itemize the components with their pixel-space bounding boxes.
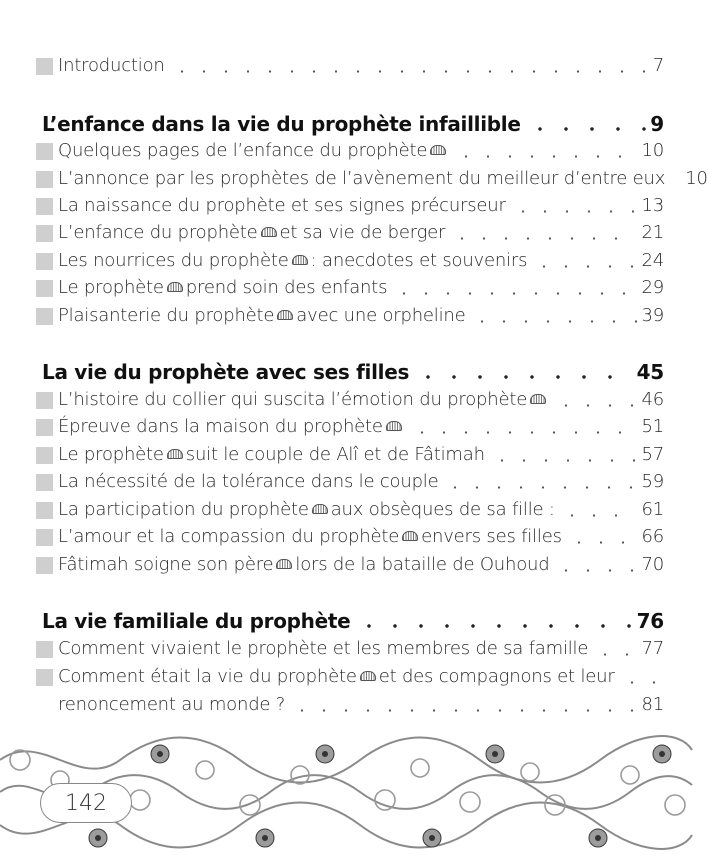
toc-title <box>58 221 445 245</box>
dot-leader <box>671 183 681 186</box>
toc-title-text: La vie familiale du prophète <box>42 609 351 633</box>
toc-title <box>58 139 449 163</box>
toc-page-number: 76 <box>636 609 664 633</box>
toc-entry <box>36 661 664 689</box>
bullet-square-icon <box>36 669 53 686</box>
toc-title-text: Le prophète <box>58 444 164 465</box>
bullet-square-icon <box>36 641 53 658</box>
dot-leader <box>621 681 660 684</box>
toc-section-heading <box>36 605 664 633</box>
toc-entry <box>36 494 664 522</box>
dot-leader <box>594 653 637 656</box>
toc-title-text: L’annonce par les prophètes de l’avènement du meilleur d’entre eux <box>58 168 666 189</box>
dot-leader <box>512 210 638 213</box>
bullet-square-icon <box>36 198 53 215</box>
toc-entry <box>36 633 664 661</box>
toc-title <box>58 388 549 412</box>
dot-leader <box>533 265 637 268</box>
bullet-square-icon <box>36 529 53 546</box>
toc-title-text: Plaisanterie du prophète <box>58 305 275 326</box>
salutation-seal-icon <box>312 504 328 514</box>
toc-title <box>58 665 615 689</box>
toc-page-number: 13 <box>641 195 664 216</box>
toc-title <box>58 194 506 218</box>
toc-title-text-after: prend soin des enfants <box>185 277 388 298</box>
toc-title <box>58 498 555 522</box>
toc-page-number: 51 <box>641 416 664 437</box>
toc-title-text: Quelques pages de l’enfance du prophète <box>58 140 428 161</box>
toc-entry <box>36 272 664 300</box>
dot-leader <box>555 569 637 572</box>
toc-title <box>58 304 465 328</box>
toc-title <box>58 470 438 494</box>
bullet-square-icon <box>36 419 53 436</box>
toc-title-text-after: et des compagnons et leur <box>378 666 615 687</box>
salutation-seal-icon <box>530 394 546 404</box>
toc-page-number: 21 <box>641 222 664 243</box>
toc-title <box>58 553 549 577</box>
toc-title <box>58 637 588 661</box>
salutation-seal-icon <box>360 671 376 681</box>
bullet-square-icon <box>36 447 53 464</box>
toc-entry <box>36 439 664 467</box>
toc-entry <box>36 190 664 218</box>
toc-title-text: La naissance du prophète et ses signes précurseur <box>58 195 506 216</box>
toc-entry <box>36 50 664 78</box>
toc-page-number: 9 <box>650 112 664 136</box>
salutation-seal-icon <box>277 310 293 320</box>
bullet-square-icon <box>36 474 53 491</box>
toc-entry <box>36 689 664 717</box>
dot-leader <box>451 237 637 240</box>
toc-page-number: 10 <box>641 140 664 161</box>
toc-page-number: 57 <box>641 444 664 465</box>
bullet-square-icon <box>36 392 53 409</box>
toc-title-text-after: aux obsèques de sa fille : <box>330 499 555 520</box>
bullet-square-icon <box>36 308 53 325</box>
toc-page-number: 61 <box>641 499 664 520</box>
toc-title <box>58 693 285 717</box>
bullet-square-icon <box>36 225 53 242</box>
dot-leader <box>491 459 638 462</box>
toc-page-number: 39 <box>641 305 664 326</box>
toc-entry <box>36 163 708 191</box>
toc-page-number: 81 <box>641 694 664 715</box>
page-number: 142 <box>40 783 132 823</box>
toc-entry <box>36 549 664 577</box>
toc-title-text-after: envers ses filles <box>421 526 562 547</box>
toc-entry <box>36 384 664 412</box>
dot-leader <box>393 292 637 295</box>
bullet-square-icon <box>36 697 53 714</box>
dot-leader <box>455 155 637 158</box>
salutation-seal-icon <box>276 559 292 569</box>
toc-entry <box>36 300 664 328</box>
toc-page-number: 7 <box>652 55 664 76</box>
dot-leader <box>411 431 638 434</box>
toc-entry <box>36 466 664 494</box>
toc-title <box>42 112 521 136</box>
toc-entry <box>36 411 664 439</box>
toc-title <box>58 525 562 549</box>
toc-title-text: L’histoire du collier qui suscita l’émotion du prophète <box>58 389 528 410</box>
salutation-seal-icon <box>386 421 402 431</box>
dot-leader <box>356 624 632 628</box>
toc-title <box>58 167 665 191</box>
toc-entry <box>36 521 664 549</box>
bullet-square-icon <box>36 502 53 519</box>
toc-page-number: 10 <box>685 168 708 189</box>
toc-title-text: Les nourrices du prophète <box>58 250 289 271</box>
toc-title-text: La participation du prophète <box>58 499 309 520</box>
toc-title-text-after: suit le couple de Alî et de Fâtimah <box>185 444 485 465</box>
bullet-square-icon <box>36 557 53 574</box>
toc-page-number: 24 <box>641 250 664 271</box>
salutation-seal-icon <box>167 282 183 292</box>
toc-title <box>58 415 405 439</box>
toc-title-text: Introduction <box>58 55 165 76</box>
toc-title <box>58 443 485 467</box>
salutation-seal-icon <box>167 449 183 459</box>
toc-title-text: L’enfance dans la vie du prophète infaillible <box>42 112 521 136</box>
toc-title-text: Le prophète <box>58 277 164 298</box>
toc-title-text: Fâtimah soigne son père <box>58 554 274 575</box>
bullet-square-icon <box>36 143 53 160</box>
toc-title-text-after: avec une orpheline <box>296 305 466 326</box>
dot-leader <box>444 486 637 489</box>
toc-title-text: renoncement au monde ? <box>58 694 286 715</box>
toc-title-text-after: : anecdotes et souvenirs <box>310 250 528 271</box>
dot-leader <box>415 375 633 379</box>
toc-page-number: 29 <box>641 277 664 298</box>
toc-entry <box>36 245 664 273</box>
dot-leader <box>527 127 647 131</box>
toc-entry <box>36 135 664 163</box>
toc-title-text: Comment vivaient le prophète et les membres de sa famille <box>58 638 589 659</box>
bullet-square-icon <box>36 280 53 297</box>
dot-leader <box>471 320 637 323</box>
toc-page-number: 45 <box>636 360 664 384</box>
toc-title <box>58 276 387 300</box>
toc-title-text-after: lors de la bataille de Ouhoud <box>295 554 550 575</box>
toc-title <box>58 54 165 78</box>
toc-page-number: 70 <box>641 554 664 575</box>
dot-leader <box>555 404 637 407</box>
bullet-square-icon <box>36 253 53 270</box>
toc-title-text: L’amour et la compassion du prophète <box>58 526 400 547</box>
salutation-seal-icon <box>402 531 418 541</box>
toc-entry <box>36 217 664 245</box>
toc-page-number: 59 <box>641 471 664 492</box>
toc-title-text: Comment était la vie du prophète <box>58 666 357 687</box>
toc-page-number: 77 <box>641 638 664 659</box>
toc-title <box>42 360 409 384</box>
toc-title <box>42 609 350 633</box>
toc-title-text: Épreuve dans la maison du prophète <box>58 416 383 437</box>
salutation-seal-icon <box>261 227 277 237</box>
toc-page-number: 46 <box>641 389 664 410</box>
toc-section-heading <box>36 356 664 384</box>
dot-leader <box>568 541 638 544</box>
toc-section-heading <box>36 108 664 136</box>
toc-title <box>58 249 527 273</box>
salutation-seal-icon <box>430 145 446 155</box>
toc-title-text: La nécessité de la tolérance dans le couple <box>58 471 439 492</box>
dot-leader <box>171 70 649 73</box>
dot-leader <box>291 709 637 712</box>
bullet-square-icon <box>36 58 53 75</box>
toc-title-text: La vie du prophète avec ses filles <box>42 360 410 384</box>
toc-title-text-after: et sa vie de berger <box>279 222 446 243</box>
toc-title-text: L’enfance du prophète <box>58 222 258 243</box>
salutation-seal-icon <box>292 255 308 265</box>
dot-leader <box>561 514 638 517</box>
bullet-square-icon <box>36 171 53 188</box>
toc-page-number: 66 <box>641 526 664 547</box>
